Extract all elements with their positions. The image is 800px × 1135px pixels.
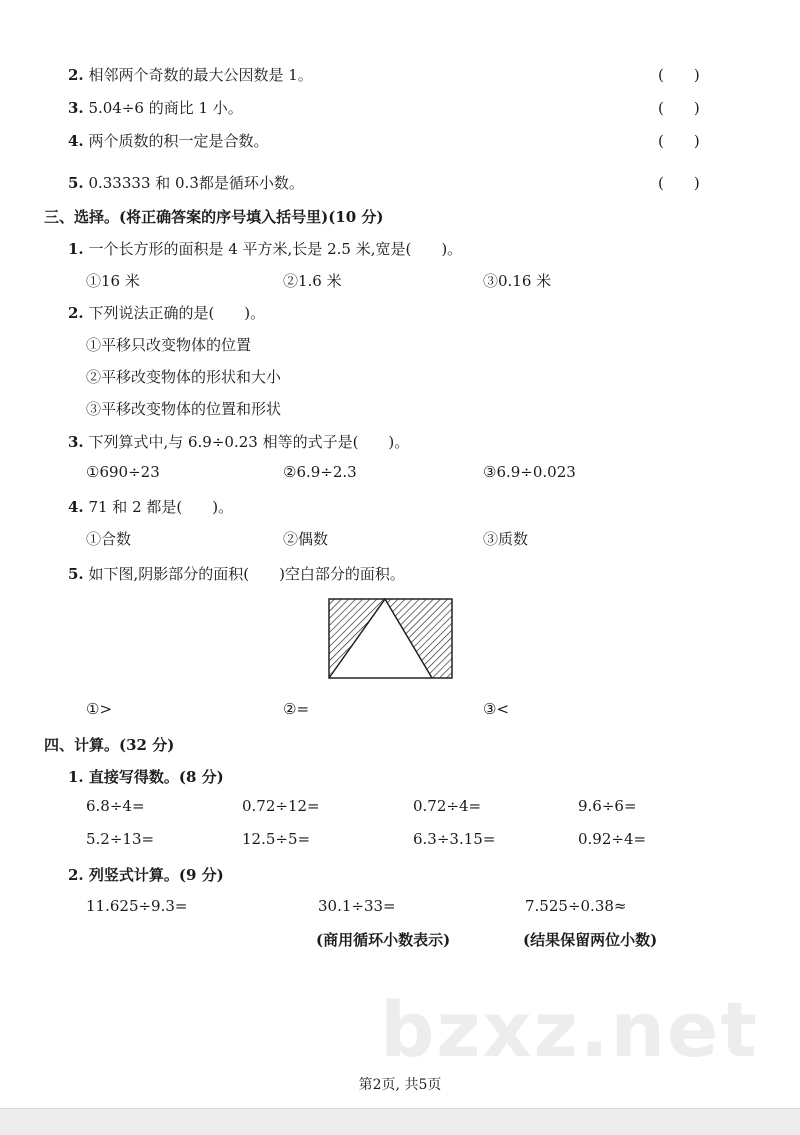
choice-q2 — [68, 302, 265, 323]
option[interactable]: ③< — [483, 700, 510, 718]
vertical-calc-item: 11.625÷9.3= — [86, 897, 188, 915]
option[interactable]: ③6.9÷0.023 — [483, 463, 576, 481]
vertical-calc-item: 7.525÷0.38≈ — [525, 897, 627, 915]
option[interactable]: ③质数 — [483, 530, 529, 548]
watermark: bzxz.net — [380, 985, 759, 1074]
subsection-title-mental: 1. 直接写得数。(8 分) — [68, 768, 224, 786]
item-text: 如下图,阴影部分的面积( )空白部分的面积。 — [88, 565, 405, 583]
calc-item: 0.92÷4= — [578, 830, 647, 848]
item-text: 一个长方形的面积是 4 平方米,长是 2.5 米,宽是( )。 — [88, 240, 463, 258]
option[interactable]: ③0.16 米 — [483, 272, 552, 290]
judge-item-5 — [68, 172, 304, 193]
calc-note: (结果保留两位小数) — [523, 931, 658, 949]
viewer-bottom-bar — [0, 1108, 800, 1135]
calc-item: 5.2÷13= — [86, 830, 155, 848]
option[interactable]: ①> — [86, 700, 113, 718]
option[interactable]: ①690÷23 — [86, 463, 160, 481]
option[interactable]: ①16 米 — [86, 272, 140, 290]
choice-q5 — [68, 563, 405, 584]
option[interactable]: ①平移只改变物体的位置 — [86, 336, 252, 354]
item-text: 下列算式中,与 6.9÷0.23 相等的式子是( )。 — [88, 433, 410, 451]
judge-item-2 — [68, 64, 313, 85]
calc-item: 0.72÷12= — [242, 797, 320, 815]
subsection-title-vertical: 2. 列竖式计算。(9 分) — [68, 866, 224, 884]
item-number: 2. — [68, 66, 84, 84]
option[interactable]: ②1.6 米 — [283, 272, 342, 290]
calc-item: 12.5÷5= — [242, 830, 311, 848]
item-text: 5.04÷6 的商比 1 小。 — [88, 99, 243, 117]
choice-q3 — [68, 431, 409, 452]
option[interactable]: ②平移改变物体的形状和大小 — [86, 368, 282, 386]
answer-paren[interactable]: ( ) — [658, 66, 700, 84]
option[interactable]: ②6.9÷2.3 — [283, 463, 357, 481]
calc-item: 6.3÷3.15= — [413, 830, 496, 848]
item-number: 3. — [68, 433, 84, 451]
option[interactable]: ①合数 — [86, 530, 132, 548]
page-footer: 第2页, 共5页 — [358, 1077, 442, 1093]
section-title-choice: 三、选择。(将正确答案的序号填入括号里)(10 分) — [44, 208, 384, 226]
section-title-calculation: 四、计算。(32 分) — [44, 736, 175, 754]
calc-item: 6.8÷4= — [86, 797, 145, 815]
shaded-triangle-figure — [328, 598, 454, 680]
answer-paren[interactable]: ( ) — [658, 99, 700, 117]
calc-note: (商用循环小数表示) — [316, 931, 451, 949]
option[interactable]: ②偶数 — [283, 530, 329, 548]
option[interactable]: ②= — [283, 700, 310, 718]
answer-paren[interactable]: ( ) — [658, 174, 700, 192]
item-number: 5. — [68, 174, 84, 192]
judge-item-3 — [68, 97, 243, 118]
item-number: 4. — [68, 132, 84, 150]
item-text: 相邻两个奇数的最大公因数是 1。 — [88, 66, 313, 84]
item-number: 2. — [68, 304, 84, 322]
item-text: 下列说法正确的是( )。 — [88, 304, 266, 322]
item-number: 5. — [68, 565, 84, 583]
calc-item: 9.6÷6= — [578, 797, 637, 815]
option[interactable]: ③平移改变物体的位置和形状 — [86, 400, 282, 418]
answer-paren[interactable]: ( ) — [658, 132, 700, 150]
item-number: 3. — [68, 99, 84, 117]
item-text: 71 和 2 都是( )。 — [88, 498, 234, 516]
vertical-calc-item: 30.1÷33= — [318, 897, 396, 915]
item-text: 两个质数的积一定是合数。 — [88, 132, 269, 150]
judge-item-4 — [68, 130, 268, 151]
choice-q1 — [68, 238, 462, 259]
choice-q4 — [68, 496, 233, 517]
item-number: 1. — [68, 240, 84, 258]
shaded-region-right — [385, 599, 452, 678]
item-text: 0.33333 和 0.3̇都是循环小数。 — [88, 174, 304, 192]
calc-item: 0.72÷4= — [413, 797, 482, 815]
item-number: 4. — [68, 498, 84, 516]
